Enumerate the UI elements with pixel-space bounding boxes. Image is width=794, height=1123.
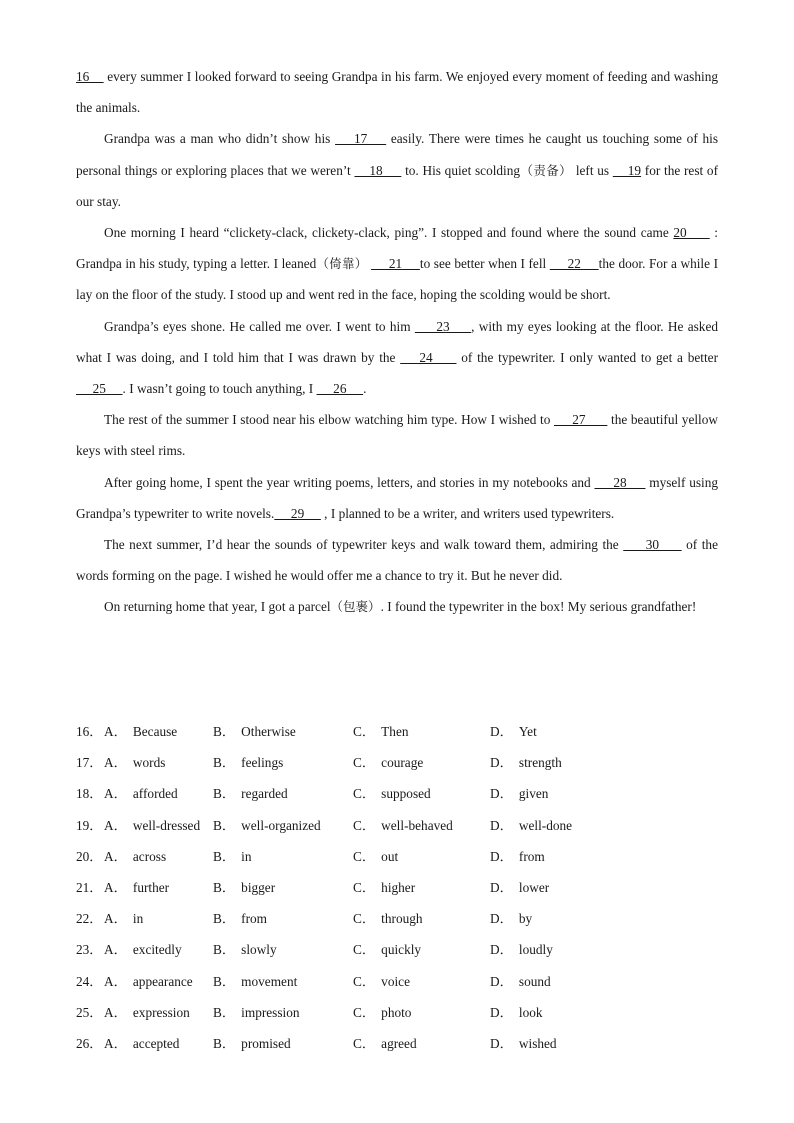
passage-text: One morning I heard “clickety-clack, clickety-clack, ping”. I stopped and found where the sound came xyxy=(104,225,674,241)
answer-blank: 17 xyxy=(335,131,387,147)
passage-text: On returning home that year, I got a parcel xyxy=(104,599,331,615)
option-choice xyxy=(104,841,166,872)
option-text: from xyxy=(518,848,545,864)
option-choice xyxy=(104,966,193,997)
option-choice xyxy=(213,716,296,747)
gloss-annotation: （责备） xyxy=(520,162,573,178)
option-text: in xyxy=(132,911,144,927)
gloss-annotation: （倚靠） xyxy=(316,256,368,272)
question-row xyxy=(76,997,718,1028)
passage-text: Grandpa was a man who didn’t show his xyxy=(104,131,336,147)
passage-text: After going home, I spent the year writing poems, letters, and stories in my notebooks and xyxy=(104,474,595,490)
option-choice xyxy=(353,841,398,872)
option-letter: D． xyxy=(490,879,513,895)
passage-text: The rest of the summer I stood near his elbow watching him type. How I wished to xyxy=(104,412,555,428)
option-choice xyxy=(490,966,551,997)
option-choice xyxy=(353,966,410,997)
option-letter: D． xyxy=(490,942,513,958)
option-choice xyxy=(490,872,549,903)
option-text: regarded xyxy=(241,786,288,802)
option-letter: C． xyxy=(353,724,376,739)
option-text: look xyxy=(518,1004,543,1020)
passage-text: . I wasn’t going to touch anything, I xyxy=(122,381,317,397)
answer-blank: 18 xyxy=(354,162,402,178)
option-choice xyxy=(490,841,545,872)
option-text: appearance xyxy=(132,973,193,989)
option-letter: A． xyxy=(104,755,127,771)
passage-paragraph xyxy=(76,217,718,311)
question-row xyxy=(76,810,718,841)
option-choice xyxy=(490,934,553,965)
passage-text: the door. For a while I lay on the floor of the study. I stood up and went red in the face, hoping the scolding would be short. xyxy=(76,256,719,303)
option-text: further xyxy=(132,879,170,895)
option-choice xyxy=(104,997,190,1028)
option-letter: B． xyxy=(213,973,236,989)
option-text: voice xyxy=(381,973,410,989)
option-choice xyxy=(213,903,267,934)
option-letter: C． xyxy=(353,1035,376,1051)
answer-blank: 23 xyxy=(414,318,472,334)
option-letter: D． xyxy=(490,755,513,771)
passage-paragraph xyxy=(76,591,718,622)
answer-blank: 24 xyxy=(400,349,457,365)
option-letter: A． xyxy=(104,786,127,802)
option-letter: B． xyxy=(213,911,236,927)
option-letter: B． xyxy=(213,879,236,895)
passage-text: Grandpa’s eyes shone. He called me over. I went to him xyxy=(104,318,415,334)
option-choice xyxy=(490,747,562,778)
option-choice xyxy=(104,1028,179,1059)
option-text: from xyxy=(241,911,268,927)
option-choice xyxy=(353,747,423,778)
option-letter: D． xyxy=(490,848,513,864)
option-letter: B． xyxy=(213,817,236,833)
option-choice xyxy=(213,841,252,872)
option-choice xyxy=(353,716,409,747)
passage-text: every summer I looked forward to seeing Grandpa in his farm. We enjoyed every moment of feeding and washing the animals. xyxy=(76,69,719,116)
option-letter: A． xyxy=(104,973,127,989)
passage-text: . I found the typewriter in the box! My serious grandfather! xyxy=(380,599,697,615)
passage-text: left us xyxy=(572,162,613,178)
passage-text: : Grandpa in his study, typing a letter. I leaned xyxy=(76,225,718,272)
option-letter: A． xyxy=(104,848,127,864)
option-text: by xyxy=(518,911,533,927)
question-row xyxy=(76,872,718,903)
option-letter: C． xyxy=(353,786,376,802)
option-text: promised xyxy=(241,1035,291,1051)
gloss-annotation: （包裹） xyxy=(330,599,381,615)
option-choice xyxy=(213,747,283,778)
answer-blank: 16 xyxy=(76,69,104,84)
option-letter: C． xyxy=(353,973,376,989)
option-letter: C． xyxy=(353,848,376,864)
option-choice xyxy=(213,872,275,903)
option-text: higher xyxy=(381,879,416,895)
passage-paragraph xyxy=(76,467,718,529)
option-text: feelings xyxy=(241,755,284,771)
answer-blank: 27 xyxy=(554,412,608,428)
option-choice xyxy=(490,778,548,809)
option-text: movement xyxy=(241,973,298,989)
option-text: through xyxy=(381,911,423,927)
option-letter: D． xyxy=(490,817,513,833)
option-letter: D． xyxy=(490,911,513,927)
question-row xyxy=(76,903,718,934)
option-choice xyxy=(213,1028,291,1059)
option-text: words xyxy=(132,755,166,771)
question-number: 26． xyxy=(76,1035,103,1051)
option-text: expression xyxy=(132,1004,190,1020)
passage-text: easily. There were times he caught us touching some of his personal things or exploring places that we weren’t xyxy=(76,131,718,178)
option-text: wished xyxy=(518,1035,557,1051)
option-letter: B． xyxy=(213,755,236,771)
option-letter: B． xyxy=(213,942,236,958)
option-letter: C． xyxy=(353,942,376,958)
option-choice xyxy=(104,778,178,809)
option-choice xyxy=(490,810,572,841)
option-text: Otherwise xyxy=(241,724,296,739)
option-letter: A． xyxy=(104,817,127,833)
question-number: 22． xyxy=(76,911,103,927)
option-choice xyxy=(353,872,415,903)
option-choice xyxy=(213,810,321,841)
question-number: 24． xyxy=(76,973,103,989)
question-number: 17． xyxy=(76,755,103,771)
option-letter: B． xyxy=(213,1035,236,1051)
question-row xyxy=(76,1028,718,1059)
option-text: given xyxy=(518,786,549,802)
option-choice xyxy=(104,872,169,903)
question-number: 20． xyxy=(76,848,103,864)
option-letter: C． xyxy=(353,1004,376,1020)
option-text: well-organized xyxy=(241,817,321,833)
option-letter: C． xyxy=(353,817,376,833)
answer-blank: 26 xyxy=(316,381,364,397)
option-text: sound xyxy=(518,973,551,989)
option-choice xyxy=(213,966,297,997)
cloze-passage xyxy=(76,61,718,623)
passage-paragraph xyxy=(76,123,718,217)
option-letter: A． xyxy=(104,942,127,958)
option-letter: D． xyxy=(490,724,513,739)
option-letter: A． xyxy=(104,724,127,739)
option-choice xyxy=(104,810,200,841)
option-letter: D． xyxy=(490,786,513,802)
passage-paragraph xyxy=(76,61,718,123)
option-letter: A． xyxy=(104,1035,127,1051)
option-text: agreed xyxy=(381,1035,417,1051)
question-number: 18． xyxy=(76,786,103,802)
option-letter: D． xyxy=(490,1004,513,1020)
option-text: loudly xyxy=(518,942,553,958)
option-text: impression xyxy=(241,1004,300,1020)
answer-blank: 25 xyxy=(76,381,123,397)
passage-paragraph xyxy=(76,404,718,466)
option-text: courage xyxy=(381,755,424,771)
passage-paragraph xyxy=(76,311,718,405)
option-choice xyxy=(353,1028,417,1059)
option-text: slowly xyxy=(241,942,277,958)
question-row xyxy=(76,716,718,747)
option-letter: B． xyxy=(213,1004,236,1020)
option-text: well-done xyxy=(518,817,573,833)
answer-blank: 29 xyxy=(274,505,321,521)
option-text: Yet xyxy=(518,724,537,739)
option-text: well-behaved xyxy=(381,817,453,833)
question-number: 16． xyxy=(76,724,103,739)
option-letter: A． xyxy=(104,1004,127,1020)
option-choice xyxy=(353,934,421,965)
option-choice xyxy=(490,903,532,934)
question-row xyxy=(76,966,718,997)
passage-text: myself using Grandpa’s typewriter to write novels. xyxy=(76,474,719,521)
option-text: photo xyxy=(381,1004,412,1020)
option-choice xyxy=(213,778,288,809)
option-choice xyxy=(353,997,411,1028)
option-text: across xyxy=(132,848,167,864)
option-choice xyxy=(104,934,182,965)
answer-blank: 20 xyxy=(673,225,710,241)
answer-blank: 30 xyxy=(623,537,682,553)
option-text: well-dressed xyxy=(132,817,201,833)
answer-blank: 22 xyxy=(549,256,599,272)
option-choice xyxy=(490,1028,557,1059)
answer-blank: 28 xyxy=(594,474,646,490)
answer-blank: 19 xyxy=(612,162,642,178)
option-text: strength xyxy=(518,755,562,771)
passage-text: of the typewriter. I only wanted to get a better xyxy=(456,349,718,365)
option-choice xyxy=(353,903,423,934)
option-letter: C． xyxy=(353,911,376,927)
option-text: lower xyxy=(518,879,550,895)
passage-text: . xyxy=(363,381,367,397)
option-choice xyxy=(490,997,543,1028)
option-letter: A． xyxy=(104,911,127,927)
passage-text: The next summer, I’d hear the sounds of typewriter keys and walk toward them, admiring the xyxy=(104,537,624,553)
option-text: quickly xyxy=(381,942,422,958)
passage-text: , I planned to be a writer, and writers used typewriters. xyxy=(320,505,615,521)
option-text: supposed xyxy=(381,786,431,802)
passage-text: to see better when I fell xyxy=(419,256,550,272)
option-choice xyxy=(353,810,453,841)
option-letter: B． xyxy=(213,786,236,802)
option-letter: C． xyxy=(353,755,376,771)
option-letter: B． xyxy=(213,724,236,739)
option-text: bigger xyxy=(241,879,276,895)
option-choice xyxy=(213,934,277,965)
option-choice xyxy=(104,747,165,778)
question-number: 19． xyxy=(76,817,103,833)
question-number: 25． xyxy=(76,1004,103,1020)
option-choice xyxy=(213,997,300,1028)
passage-text: of the words forming on the page. I wished he would offer me a chance to try it. But he never did. xyxy=(76,537,718,584)
option-letter: D． xyxy=(490,1035,513,1051)
question-number: 23． xyxy=(76,942,103,958)
question-row xyxy=(76,747,718,778)
question-row xyxy=(76,841,718,872)
option-choice xyxy=(104,903,143,934)
question-number: 21． xyxy=(76,879,103,895)
option-letter: D． xyxy=(490,973,513,989)
answer-options-list xyxy=(76,716,718,1059)
question-row xyxy=(76,934,718,965)
option-choice xyxy=(104,716,177,747)
passage-text: for the rest of our stay. xyxy=(76,162,718,209)
option-text: out xyxy=(381,848,399,864)
option-text: in xyxy=(241,848,252,864)
passage-text: the beautiful yellow keys with steel rims. xyxy=(76,412,718,459)
option-text: afforded xyxy=(132,786,178,802)
passage-paragraph xyxy=(76,529,718,591)
option-choice xyxy=(490,716,537,747)
passage-text: , with my eyes looking at the floor. He asked what I was doing, and I told him that I was drawn by the xyxy=(76,318,718,365)
answer-blank: 21 xyxy=(371,256,420,272)
passage-text: to. His quiet scolding xyxy=(401,162,521,178)
option-letter: C． xyxy=(353,879,376,895)
option-text: Because xyxy=(132,724,178,739)
option-letter: A． xyxy=(104,879,127,895)
question-row xyxy=(76,778,718,809)
option-text: excitedly xyxy=(132,942,182,958)
option-choice xyxy=(353,778,431,809)
option-text: Then xyxy=(381,724,409,739)
option-letter: B． xyxy=(213,848,236,864)
option-text: accepted xyxy=(132,1035,180,1051)
